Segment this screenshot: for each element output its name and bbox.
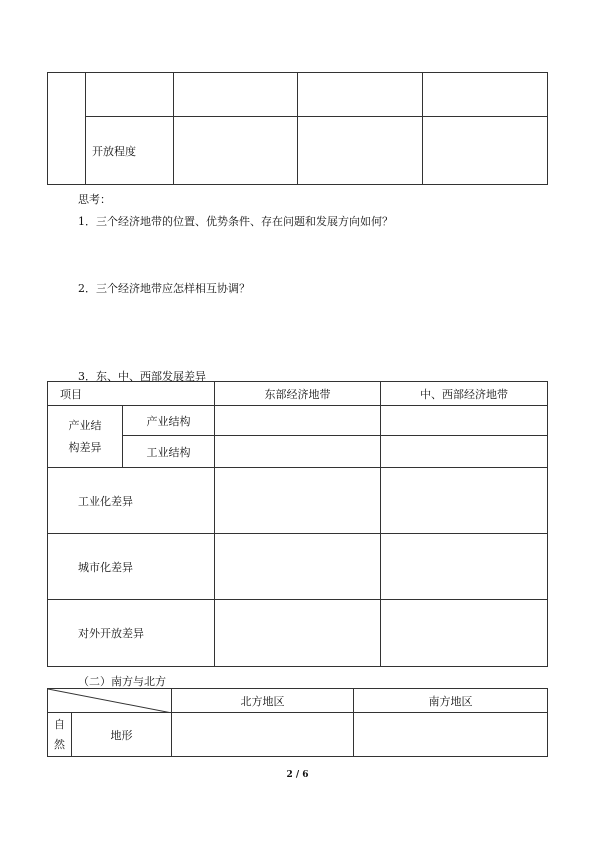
industry-structure-label: 产业结构 [123,406,215,436]
table-cell [215,534,381,600]
header-south: 南方地区 [354,689,548,713]
header-north: 北方地区 [172,689,354,713]
development-difference-table [47,381,548,667]
table-cell [423,73,548,117]
table-cell [298,117,423,185]
page-number: 2 / 6 [286,770,309,780]
table-cell [174,117,298,185]
table-cell [381,436,548,468]
terrain-label: 地形 [72,713,172,757]
industrial-structure-label: 工业结构 [123,436,215,468]
table-cell [215,468,381,534]
diagonal-header-cell [48,689,172,713]
row-label-opening-degree: 开放程度 [86,117,174,185]
table-cell [86,73,174,117]
table-cell [381,534,548,600]
section-3-title: 3．东、中、西部发展差异 [78,370,206,383]
table-cell [215,600,381,667]
header-item: 项目 [48,382,215,406]
table-cell [381,468,548,534]
diagonal-line [48,689,172,713]
think-heading: 思考： [78,193,111,206]
industrialization-label: 工业化差异 [48,468,215,534]
table-cell [215,436,381,468]
section-north-south-title: （二）南方与北方 [78,675,166,688]
opening-label: 对外开放差异 [48,600,215,667]
table-cell [381,406,548,436]
urbanization-label: 城市化差异 [48,534,215,600]
table-cell [174,73,298,117]
table-cell [172,713,354,757]
table-cell [48,73,86,185]
table-cell [298,73,423,117]
table-cell [381,600,548,667]
question-1: 1．三个经济地带的位置、优势条件、存在问题和发展方向如何？ [78,215,393,228]
table-cell [423,117,548,185]
table-cell [215,406,381,436]
question-2: 2．三个经济地带应怎样相互协调？ [78,282,250,295]
header-east: 东部经济地带 [215,382,381,406]
table-cell [354,713,548,757]
header-midwest: 中、西部经济地带 [381,382,548,406]
north-south-table [47,688,548,757]
industry-structure-group: 产业结 构差异 [48,406,123,468]
nature-label: 自 然 [48,713,72,757]
table-continued [47,72,548,185]
